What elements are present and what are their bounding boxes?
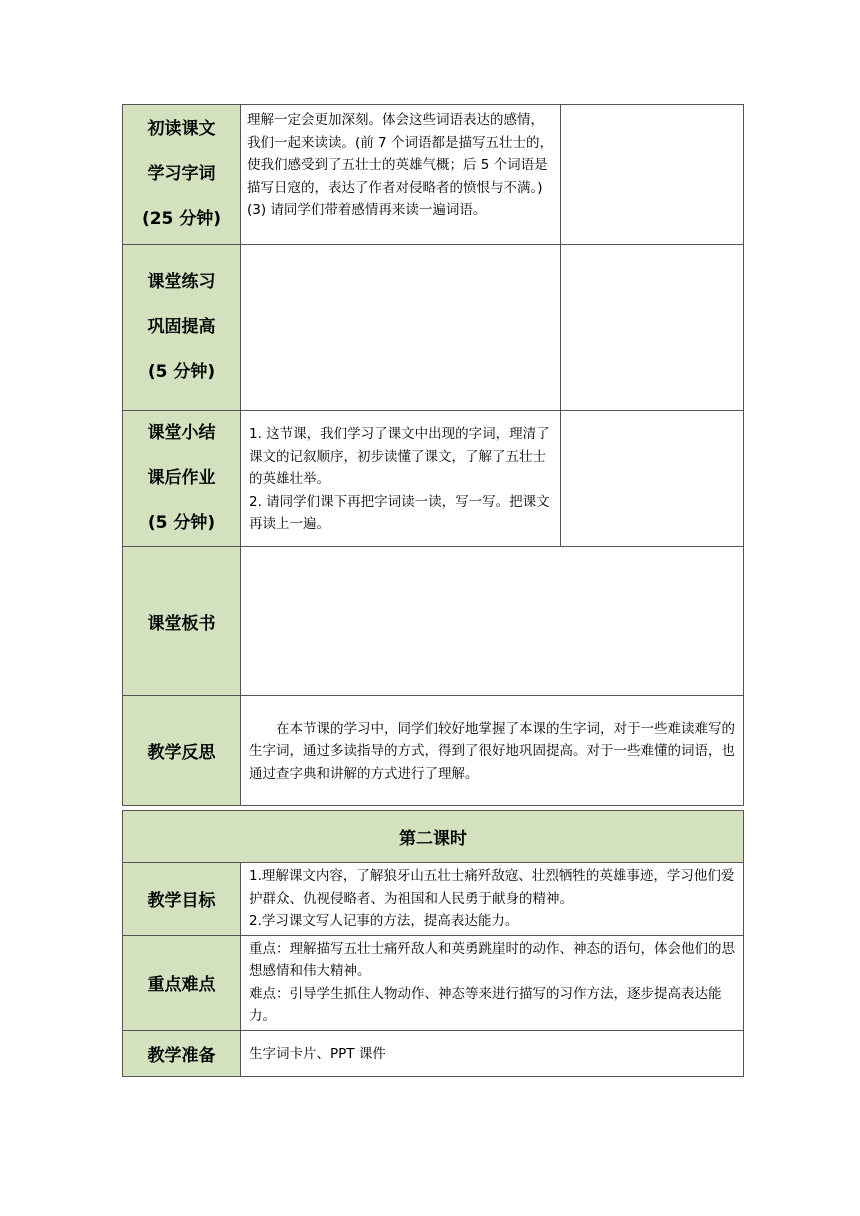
paragraph: 1. 这节课，我们学习了课文中出现的字词，理清了课文的记叙顺序，初步读懂了课文，了解了五壮士的英雄壮举。 (249, 426, 550, 487)
table-row (123, 245, 744, 411)
row-label-first-reading: 初读课文 学习字词 (25 分钟) (123, 105, 241, 245)
row-content-keypoints (241, 935, 744, 1030)
paragraph: (3) 请同学们带着感情再来读一遍词语。 (247, 202, 487, 218)
row-label-keypoints: 重点难点 (123, 935, 241, 1030)
paragraph: 2. 请同学们课下再把字词读一读，写一写。把课文再读上一遍。 (249, 493, 550, 532)
notes-cell (561, 105, 744, 245)
row-content-prep: 生字词卡片、PPT 课件 (241, 1030, 744, 1076)
row-content-first-reading (241, 105, 561, 245)
row-label-reflection: 教学反思 (123, 696, 241, 806)
row-content-practice (241, 245, 561, 411)
table-row (123, 1030, 744, 1076)
paragraph: 难点：引导学生抓住人物动作、神态等来进行描写的习作方法，逐步提高表达能力。 (249, 985, 722, 1024)
paragraph: 2.学习课文写人记事的方法，提高表达能力。 (249, 913, 519, 929)
table-row (123, 863, 744, 936)
row-label-prep: 教学准备 (123, 1030, 241, 1076)
paragraph: 1.理解课文内容，了解狼牙山五壮士痛歼敌寇、壮烈牺牲的英雄事迹，学习他们爱护群众、仇视侵略者、为祖国和人民勇于献身的精神。 (249, 868, 735, 907)
lesson-plan-table-1 (122, 104, 744, 806)
table-row (123, 547, 744, 696)
table-row (123, 811, 744, 863)
table-row (123, 696, 744, 806)
row-label-board: 课堂板书 (123, 547, 241, 696)
table-row (123, 411, 744, 547)
row-content-goals (241, 863, 744, 936)
row-content-reflection: 在本节课的学习中，同学们较好地掌握了本课的生字词，对于一些难读难写的生字词，通过多读指导的方式，得到了很好地巩固提高。对于一些难懂的词语，也通过查字典和讲解的方式进行了理解。 (241, 696, 744, 806)
row-content-board (241, 547, 744, 696)
row-label-summary: 课堂小结 课后作业 (5 分钟) (123, 411, 241, 547)
lesson-plan-table-2 (122, 810, 744, 1077)
row-label-goals: 教学目标 (123, 863, 241, 936)
paragraph: 重点：理解描写五壮士痛歼敌人和英勇跳崖时的动作、神态的语句，体会他们的思想感情和伟大精神。 (249, 940, 735, 979)
notes-cell (561, 245, 744, 411)
row-content-summary (241, 411, 561, 547)
notes-cell (561, 411, 744, 547)
section-header: 第二课时 (123, 811, 744, 863)
paragraph: 理解一定会更加深刻。体会这些词语表达的感情，我们一起来读读。(前 7 个词语都是描写五壮士的，使我们感受到了五壮士的英雄气概；后 5 个词语是描写日寇的，表达了作者对侵略者的愤恨与不满。) (247, 112, 553, 196)
table-row (123, 105, 744, 245)
row-label-practice: 课堂练习 巩固提高 (5 分钟) (123, 245, 241, 411)
table-row (123, 935, 744, 1030)
